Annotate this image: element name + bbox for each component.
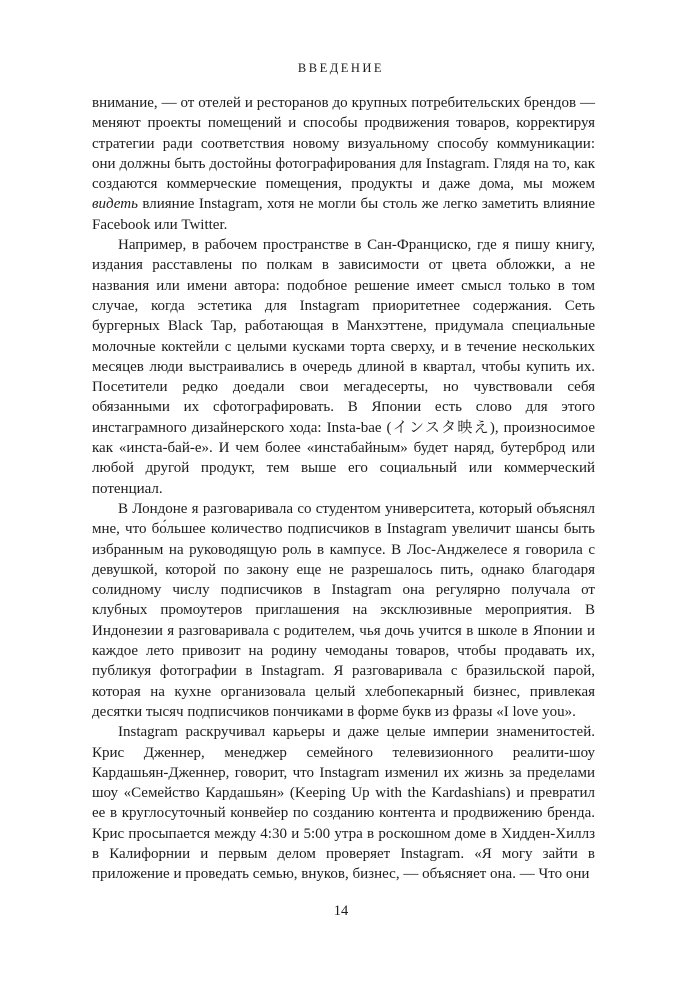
italic-word: видеть bbox=[92, 196, 138, 213]
page-number: 14 bbox=[333, 903, 349, 919]
paragraph-text: влияние Instagram, хотя не могли бы столь же легко заметить влияние Facebook или Twitter. bbox=[92, 196, 595, 233]
running-head: ВВЕДЕНИЕ bbox=[297, 61, 385, 75]
paragraph: В Лондоне я разговаривала со студентом университета, который объяснял мне, что бо́льшее количество подписчиков в Instagram увеличит шансы быть избранным на руководящую роль в кампусе. В Лос-Анджелесе я говорила с девушкой, которой по закону еще не разрешалось пить, однако благодаря солидному числу подписчиков в Instagram она регулярно получала от клубных промоутеров приглашения на эксклюзивные мероприятия. В Индонезии я разговаривала с родителем, чья дочь учится в школе в Японии и каждое лето привозит на родину чемоданы товаров, чтобы продавать их, публикуя фотографии в Instagram. Я разговаривала с бразильской парой, которая на кухне организовала целый хлебопекарный бизнес, привлекая десятки тысяч подписчиков пончиками в форме букв из фразы «I love you». bbox=[92, 500, 595, 720]
paragraph bbox=[92, 93, 595, 235]
text-block bbox=[92, 93, 595, 885]
paragraph-text: внимание, — от отелей и ресторанов до крупных потребительских брендов — меняют проекты помещений и способы продвижения товаров, корректируя стратегии ради соответствия новому визуальному способу коммуникации: они должны быть достойны фотографирования для Instagram. Глядя на то, как создаются коммерческие помещения, продукты и даже дома, мы можем bbox=[92, 95, 595, 193]
paragraph: Например, в рабочем пространстве в Сан-Франциско, где я пишу книгу, издания расставлены по полкам в зависимости от цвета обложки, а не названия или имени автора: подобное решение имеет смысл только в том случае, когда эстетика для Instagram приоритетнее содержания. Сеть бургерных Black Tap, работающая в Манхэттене, придумала специальные молочные коктейли с целыми кусками торта сверху, и в течение нескольких месяцев люди выстраивались в очередь длиной в квартал, чтобы купить их. Посетители редко доедали свои мегадесерты, но чувствовали себя обязанными их сфотографировать. В Японии есть слово для этого инстаграмного дизайнерского хода: Insta-bae (インスタ映え), произносимое как «инста-бай-е». И чем более «инстабайным» будет наряд, бутерброд или любой другой продукт, тем выше его социальный или коммерческий потенциал. bbox=[92, 237, 595, 497]
paragraph: Instagram раскручивал карьеры и даже целые империи знаменитостей. Крис Дженнер, менеджер семейного телевизионного реалити-шоу Кардашьян-Дженнер, говорит, что Instagram изменил их жизнь за пределами шоу «Семейство Кардашьян» (Keeping Up with the Kardashians) и превратил ее в круглосуточный конвейер по созданию контента и продвижению бренда. Крис просыпается между 4:30 и 5:00 утра в роскошном доме в Хидден-Хиллз в Калифорнии и первым делом проверяет Instagram. «Я могу зайти в приложение и проведать семью, внуков, бизнес, — объясняет она. — Что они bbox=[92, 724, 595, 883]
